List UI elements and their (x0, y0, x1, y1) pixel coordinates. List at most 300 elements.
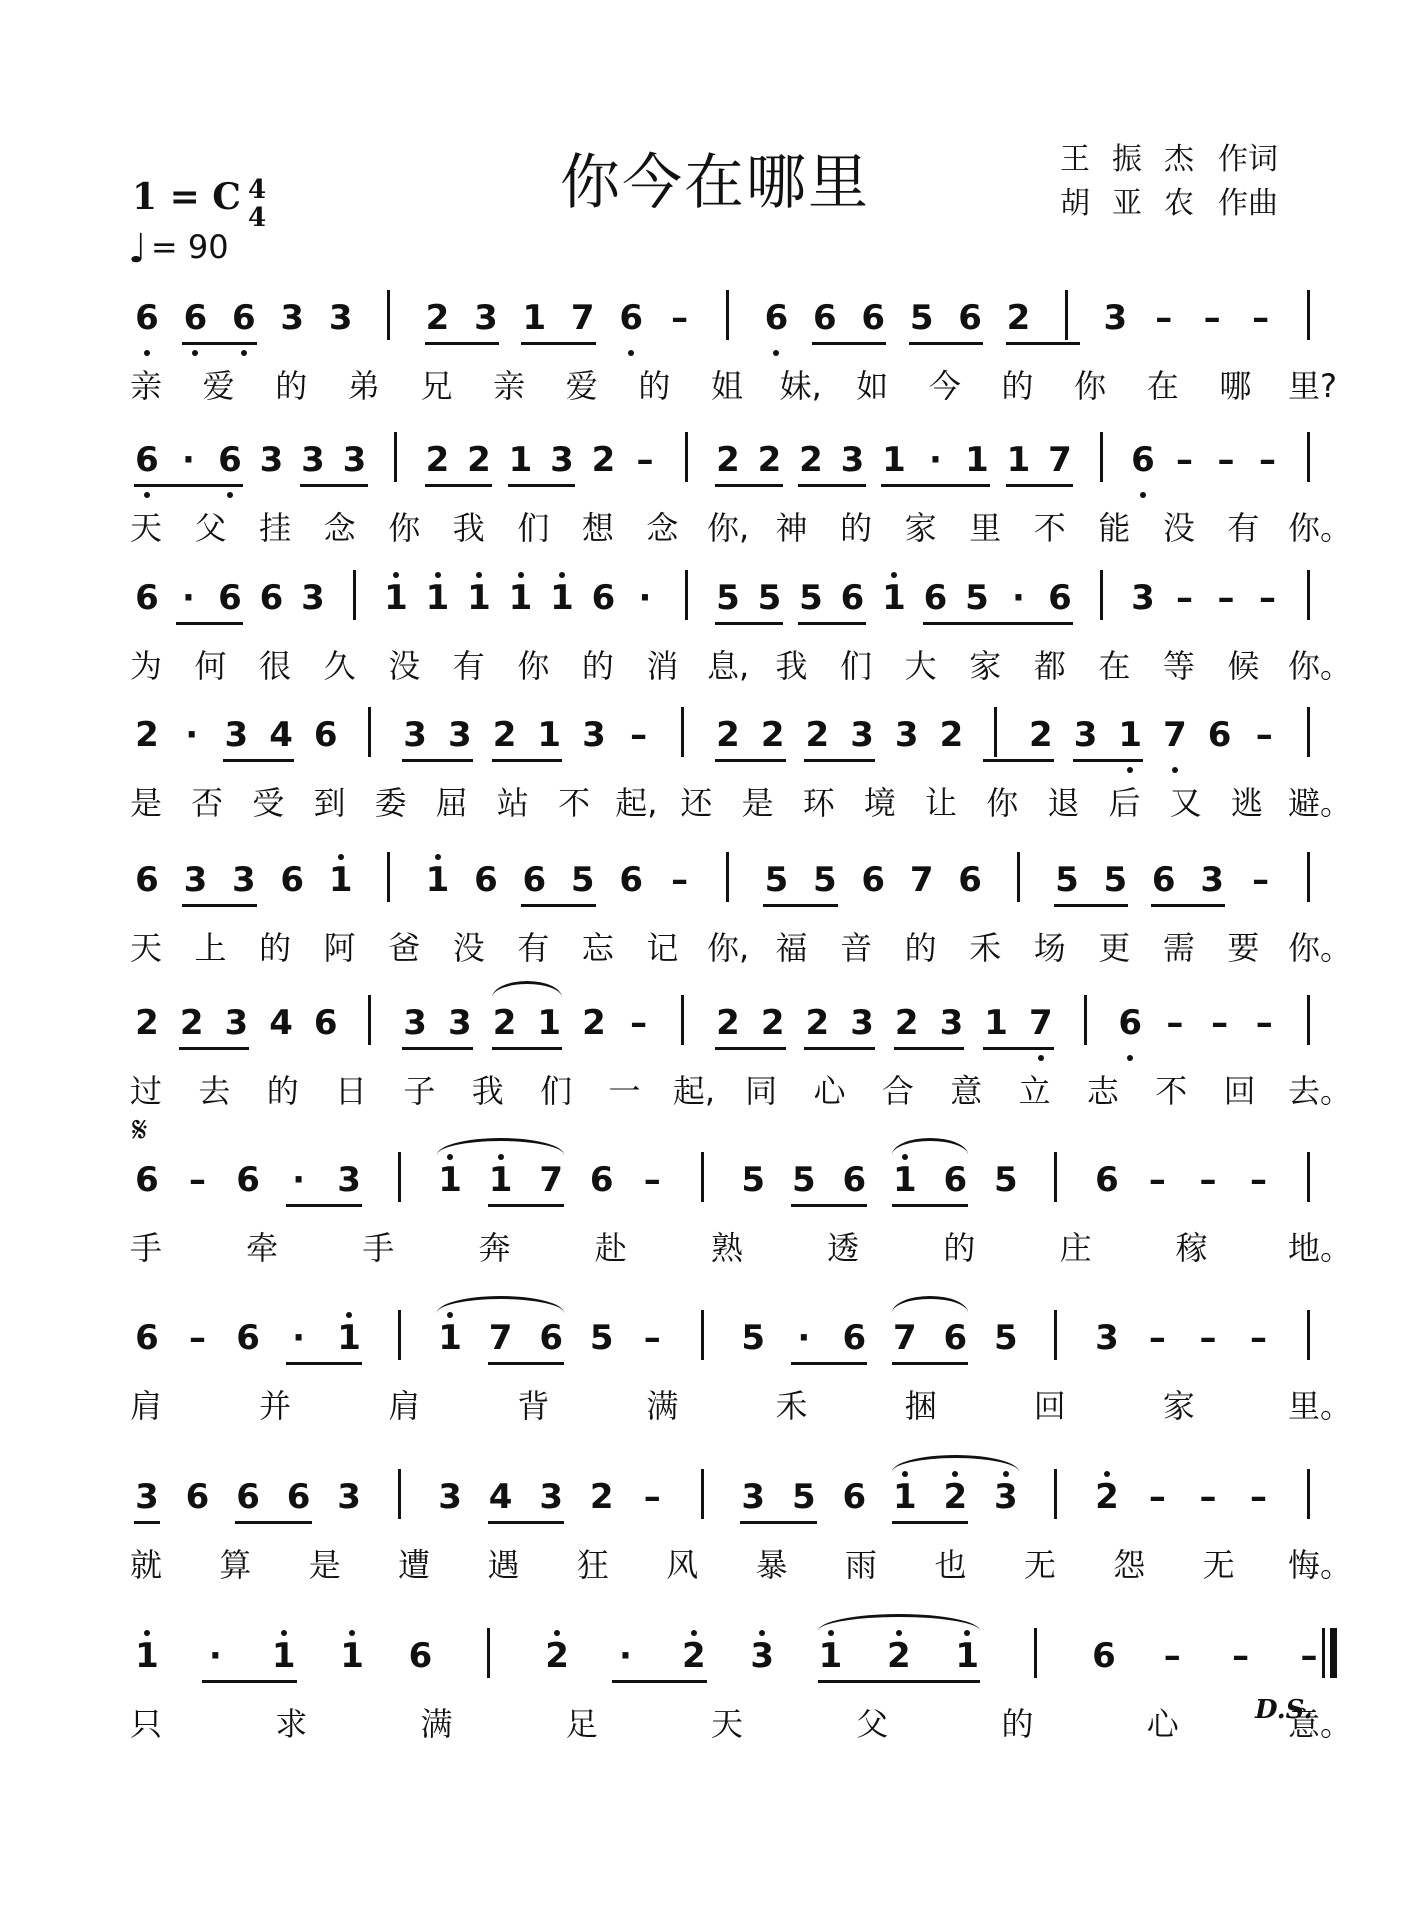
lyric-syllable: 回 (1223, 1072, 1256, 1110)
dot-mark: · (797, 1318, 811, 1358)
bar-line (1100, 570, 1103, 620)
lyric-syllable: 爱 (565, 367, 598, 405)
final-bar-thick (1330, 1628, 1337, 1678)
lyric-syllable: 透 (827, 1229, 860, 1267)
note: 1 (550, 578, 574, 618)
note: 3 (403, 715, 427, 755)
bar-line (701, 1469, 704, 1519)
sustain-dash: – (1259, 578, 1276, 618)
note: 1 (984, 1003, 1008, 1043)
lyric-syllable: 的 (1001, 1705, 1034, 1743)
lyric-syllable: 去。 (1288, 1072, 1353, 1110)
note: 3 (337, 1160, 361, 1200)
sustain-dash: – (189, 1318, 207, 1358)
bar-line (368, 707, 371, 757)
bar-line (701, 1310, 704, 1360)
notation-row (0, 1160, 1422, 1220)
lyric-syllable: 场 (1033, 929, 1066, 967)
note: 2 (467, 440, 491, 480)
lyric-syllable: 算 (219, 1546, 252, 1584)
note: 3 (474, 298, 498, 338)
lyric-syllable: 很 (259, 647, 292, 685)
sustain-dash: – (1199, 1477, 1217, 1517)
high-octave-dot (338, 854, 344, 860)
note: 5 (799, 578, 823, 618)
underline-beam (1006, 342, 1080, 345)
note: 1 (340, 1636, 364, 1676)
note: 2 (591, 440, 616, 480)
bar-line (368, 995, 371, 1045)
note: 6 (1092, 1636, 1116, 1676)
note: 6 (619, 860, 643, 900)
lyrics-row (0, 1378, 1422, 1426)
note: 2 (179, 1003, 204, 1043)
note: 6 (218, 578, 242, 618)
lyric-syllable: 狂 (576, 1546, 609, 1584)
note: 2 (135, 715, 159, 755)
lyric-syllable: 息, (707, 647, 750, 685)
lyric-syllable: 天 (129, 929, 162, 967)
lyric-syllable: 爸 (388, 929, 421, 967)
note: 5 (812, 860, 837, 900)
note: 2 (894, 1003, 919, 1043)
note: 2 (760, 715, 785, 755)
note: 7 (539, 1160, 563, 1200)
note: 5 (994, 1318, 1018, 1358)
note: 6 (135, 578, 159, 618)
underline-beam (798, 622, 866, 625)
quarter-note-icon: ♩ (128, 226, 147, 272)
lyric-syllable: 姐 (710, 367, 743, 405)
notation-row (0, 1636, 1422, 1696)
lyric-syllable: 遭 (398, 1546, 431, 1584)
note: 3 (448, 1003, 472, 1043)
sustain-dash: – (189, 1160, 207, 1200)
lyric-syllable: 你 (517, 647, 550, 685)
underline-beam (812, 342, 886, 345)
note: 7 (1029, 1003, 1053, 1043)
slur-arc (892, 1296, 969, 1313)
dot-mark: · (182, 578, 195, 618)
lyric-syllable: 风 (666, 1546, 699, 1584)
lyric-syllable: 奔 (478, 1229, 511, 1267)
note: 2 (805, 715, 830, 755)
lyric-syllable: 手 (129, 1229, 162, 1267)
lyric-syllable: 今 (928, 367, 961, 405)
lyric-syllable: 在 (1098, 647, 1131, 685)
note: 6 (522, 860, 547, 900)
underline-beam (508, 484, 576, 487)
slur-arc (892, 1455, 1019, 1472)
slur-arc (818, 1614, 981, 1631)
bar-line (1017, 852, 1020, 902)
sustain-dash: – (1249, 1160, 1267, 1200)
bar-line (726, 290, 729, 340)
lyric-syllable: 牵 (246, 1229, 279, 1267)
note: 1 (438, 1318, 462, 1358)
note: 2 (589, 1477, 614, 1517)
note: 6 (280, 860, 305, 900)
note: 3 (1200, 860, 1224, 900)
lyric-syllable: 的 (266, 1072, 299, 1110)
sustain-dash: – (1166, 1003, 1184, 1043)
lyric-syllable: 我 (452, 509, 485, 547)
lyric-syllable: 神 (775, 509, 808, 547)
lyric-syllable: 避。 (1288, 784, 1353, 822)
lyric-syllable: 满 (420, 1705, 453, 1743)
bar-line (398, 1152, 401, 1202)
underline-beam (134, 484, 243, 487)
lyric-syllable: 合 (881, 1072, 914, 1110)
lyric-syllable: 没 (452, 929, 485, 967)
notation-row (0, 1318, 1422, 1378)
lyric-syllable: 是 (741, 784, 774, 822)
lyric-syllable: 弟 (347, 367, 380, 405)
lyric-syllable: 心 (1146, 1705, 1179, 1743)
note: 3 (448, 715, 472, 755)
lyricist-name: 王振杰 (1060, 142, 1216, 177)
note: 3 (741, 1477, 766, 1517)
sustain-dash: – (1300, 1636, 1318, 1676)
low-octave-dot (192, 350, 198, 356)
note: 1 (425, 578, 450, 618)
lyric-syllable: 肩 (129, 1387, 162, 1425)
note: 2 (805, 1003, 830, 1043)
lyric-syllable: 子 (403, 1072, 436, 1110)
note: 3 (328, 298, 353, 338)
bar-line (398, 1469, 401, 1519)
lyric-syllable: 等 (1162, 647, 1195, 685)
note: 1 (271, 1636, 296, 1676)
lyric-syllable: 父 (194, 509, 227, 547)
high-octave-dot (559, 572, 565, 578)
lyric-syllable: 忘 (581, 929, 614, 967)
notation-row (0, 1477, 1422, 1537)
lyric-syllable: 的 (581, 647, 614, 685)
bar-line (1307, 570, 1310, 620)
note: 6 (236, 1477, 260, 1517)
lyric-syllable: 只 (129, 1705, 162, 1743)
lyrics-row (0, 775, 1422, 823)
lyrics-row (0, 1220, 1422, 1268)
lyric-syllable: 逃 (1230, 784, 1263, 822)
note: 3 (894, 715, 919, 755)
underline-beam (223, 759, 294, 762)
underline-beam (488, 1204, 565, 1207)
lyric-syllable: 们 (540, 1072, 573, 1110)
lyric-syllable: 暴 (755, 1546, 788, 1584)
lyric-syllable: 哪 (1219, 367, 1252, 405)
underline-beam (1151, 904, 1225, 907)
high-octave-dot (476, 572, 482, 578)
segno-icon: 𝄋 (132, 1110, 148, 1151)
sustain-dash: – (1148, 1477, 1166, 1517)
underline-beam (402, 759, 473, 762)
note: 5 (1055, 860, 1079, 900)
lyric-syllable: 悔。 (1288, 1546, 1353, 1584)
note: 5 (716, 578, 740, 618)
sustain-dash: – (1176, 440, 1193, 480)
note: 2 (582, 1003, 606, 1043)
underline-beam (715, 1047, 786, 1050)
sustain-dash: – (630, 715, 648, 755)
sustain-dash: – (1255, 1003, 1273, 1043)
sustain-dash: – (671, 298, 689, 338)
lyric-syllable: 有 (452, 647, 485, 685)
lyric-syllable: 怨 (1113, 1546, 1146, 1584)
note: 6 (591, 578, 616, 618)
high-octave-dot (144, 1630, 150, 1636)
note: 6 (135, 1318, 159, 1358)
note: 3 (582, 715, 606, 755)
bar-line (681, 707, 684, 757)
bar-line (1307, 290, 1310, 340)
underline-beam (909, 342, 983, 345)
underline-beam (740, 1521, 817, 1524)
lyric-syllable: 后 (1108, 784, 1141, 822)
lyric-syllable: 亲 (493, 367, 526, 405)
note: 6 (958, 860, 982, 900)
lyric-syllable: 手 (362, 1229, 395, 1267)
lyric-syllable: 音 (840, 929, 873, 967)
note: 6 (286, 1477, 311, 1517)
note: 6 (840, 578, 865, 618)
note: 6 (135, 860, 159, 900)
note: 2 (716, 440, 740, 480)
notation-row (0, 715, 1422, 775)
low-octave-dot (241, 350, 247, 356)
lyric-syllable: 并 (259, 1387, 292, 1425)
underline-beam (492, 759, 563, 762)
note: 5 (741, 1318, 766, 1358)
dot-mark: · (619, 1636, 632, 1676)
low-octave-dot (144, 350, 150, 356)
underline-beam (881, 484, 990, 487)
note: 1 (425, 860, 450, 900)
high-octave-dot (1104, 1471, 1110, 1477)
note: 1 (135, 1636, 159, 1676)
sustain-dash: – (1259, 440, 1276, 480)
note: 6 (1207, 715, 1232, 755)
underline-beam (804, 759, 875, 762)
lyric-syllable: 不 (1155, 1072, 1188, 1110)
bar-line (353, 570, 356, 620)
note: 3 (337, 1477, 361, 1517)
underline-beam (176, 622, 244, 625)
lyric-syllable: 妹, (779, 367, 822, 405)
note: 4 (269, 715, 293, 755)
underline-beam (492, 1047, 563, 1050)
lyric-syllable: 背 (517, 1387, 550, 1425)
underline-beam (892, 1204, 969, 1207)
bar-line (1100, 432, 1103, 482)
note: 7 (892, 1318, 917, 1358)
note: 5 (994, 1160, 1018, 1200)
lyric-syllable: 天 (710, 1705, 743, 1743)
high-octave-dot (891, 572, 897, 578)
note: 6 (218, 440, 242, 480)
sustain-dash: – (1163, 1636, 1181, 1676)
lyric-syllable: 同 (745, 1072, 778, 1110)
lyric-syllable: 的 (840, 509, 873, 547)
note: 5 (589, 1318, 614, 1358)
lyric-syllable: 需 (1162, 929, 1195, 967)
lyric-syllable: 退 (1047, 784, 1080, 822)
note: 6 (408, 1636, 433, 1676)
note: 4 (269, 1003, 293, 1043)
low-octave-dot (1038, 1055, 1044, 1061)
note: 5 (570, 860, 595, 900)
lyric-syllable: 为 (129, 647, 162, 685)
note: 6 (764, 298, 789, 338)
note: 1 (955, 1636, 980, 1676)
dot-mark: · (1012, 578, 1025, 618)
underline-beam (134, 1521, 160, 1524)
lyric-syllable: 心 (813, 1072, 846, 1110)
sustain-dash: – (1217, 578, 1235, 618)
sustain-dash: – (636, 440, 654, 480)
note: 3 (939, 1003, 964, 1043)
bar-line (726, 852, 729, 902)
note: 6 (135, 440, 159, 480)
sustain-dash: – (1148, 1160, 1166, 1200)
note: 3 (135, 1477, 159, 1517)
lyric-syllable: 不 (1033, 509, 1066, 547)
tempo-marking (128, 226, 229, 272)
lyric-syllable: 地。 (1288, 1229, 1353, 1267)
lyric-syllable: 也 (934, 1546, 967, 1584)
lyric-syllable: 挂 (259, 509, 292, 547)
note: 3 (224, 1003, 249, 1043)
composer-credit (1060, 182, 1278, 226)
lyric-syllable: 的 (638, 367, 671, 405)
lyric-syllable: 你。 (1288, 929, 1353, 967)
lyric-syllable: 的 (904, 929, 937, 967)
high-octave-dot (435, 572, 441, 578)
underline-beam (182, 904, 256, 907)
sustain-dash: – (1199, 1318, 1217, 1358)
lyric-syllable: 意 (950, 1072, 983, 1110)
lyric-syllable: 爱 (202, 367, 235, 405)
note: 5 (764, 860, 789, 900)
lyricist-credit (1060, 138, 1278, 182)
note: 2 (492, 715, 517, 755)
note: 7 (1048, 440, 1072, 480)
note: 3 (183, 860, 208, 900)
slur-arc (437, 1138, 564, 1155)
bar-line (398, 1310, 401, 1360)
note: 6 (958, 298, 982, 338)
underline-beam (894, 1047, 965, 1050)
notation-row (0, 1003, 1422, 1063)
note: 5 (965, 578, 989, 618)
lyrics-row (0, 1696, 1422, 1744)
note: 1 (467, 578, 491, 618)
lyric-syllable: 无 (1023, 1546, 1056, 1584)
lyric-syllable: 让 (925, 784, 958, 822)
lyrics-row (0, 638, 1422, 686)
note: 6 (1118, 1003, 1143, 1043)
lyric-syllable: 记 (646, 929, 679, 967)
lyric-syllable: 如 (856, 367, 889, 405)
note: 6 (313, 1003, 338, 1043)
lyric-syllable: 境 (863, 784, 896, 822)
bar-line (387, 852, 390, 902)
bar-line (1034, 1628, 1037, 1678)
bar-line (1307, 852, 1310, 902)
underline-beam (715, 484, 783, 487)
note: 7 (488, 1318, 513, 1358)
lyric-syllable: 家 (904, 509, 937, 547)
ds-mark: D.S. (1255, 1695, 1313, 1725)
lyrics-row (0, 1537, 1422, 1585)
dot-mark: · (638, 578, 652, 618)
note: 6 (923, 578, 948, 618)
note: 2 (135, 1003, 159, 1043)
note: 1 (384, 578, 408, 618)
note: 2 (887, 1636, 911, 1676)
note: 3 (403, 1003, 427, 1043)
lyric-syllable: 否 (191, 784, 224, 822)
lyric-syllable: 禾 (775, 1387, 808, 1425)
lyric-syllable: 久 (323, 647, 356, 685)
underline-beam (182, 342, 256, 345)
lyric-syllable: 你 (986, 784, 1019, 822)
note: 2 (716, 1003, 740, 1043)
note: 2 (943, 1477, 968, 1517)
lyric-syllable: 你, (707, 929, 750, 967)
underline-beam (425, 342, 499, 345)
note: 1 (522, 298, 547, 338)
note: 3 (1095, 1318, 1119, 1358)
note: 1 (537, 1003, 562, 1043)
time-signature-bottom: 4 (247, 203, 267, 233)
note: 6 (185, 1477, 210, 1517)
note: 6 (1131, 440, 1155, 480)
lyric-syllable: 念 (646, 509, 679, 547)
low-octave-dot (1127, 767, 1133, 773)
underline-beam (425, 484, 493, 487)
underline-beam (715, 759, 786, 762)
note: 3 (1131, 578, 1155, 618)
dot-mark: · (292, 1318, 306, 1358)
note: 5 (791, 1160, 816, 1200)
note: 6 (236, 1160, 260, 1200)
lyric-syllable: 阿 (323, 929, 356, 967)
bar-line (1054, 1310, 1057, 1360)
sustain-dash: – (1252, 298, 1270, 338)
lyric-syllable: 福 (775, 929, 808, 967)
note: 1 (882, 578, 906, 618)
low-octave-dot (227, 492, 233, 498)
bar-line (1307, 1152, 1310, 1202)
lyric-syllable: 的 (259, 929, 292, 967)
composer-role: 作曲 (1218, 186, 1278, 221)
slur-arc (492, 981, 563, 998)
underline-beam (818, 1680, 981, 1683)
notation-row (0, 578, 1422, 638)
bar-line (1307, 1469, 1310, 1519)
note: 6 (1048, 578, 1072, 618)
note: 5 (909, 298, 934, 338)
note: 3 (301, 578, 325, 618)
note: 6 (842, 1477, 867, 1517)
note: 7 (570, 298, 595, 338)
lyric-syllable: 你。 (1288, 509, 1353, 547)
bar-line (1307, 995, 1310, 1045)
underline-beam (202, 1680, 296, 1683)
underline-beam (300, 484, 368, 487)
